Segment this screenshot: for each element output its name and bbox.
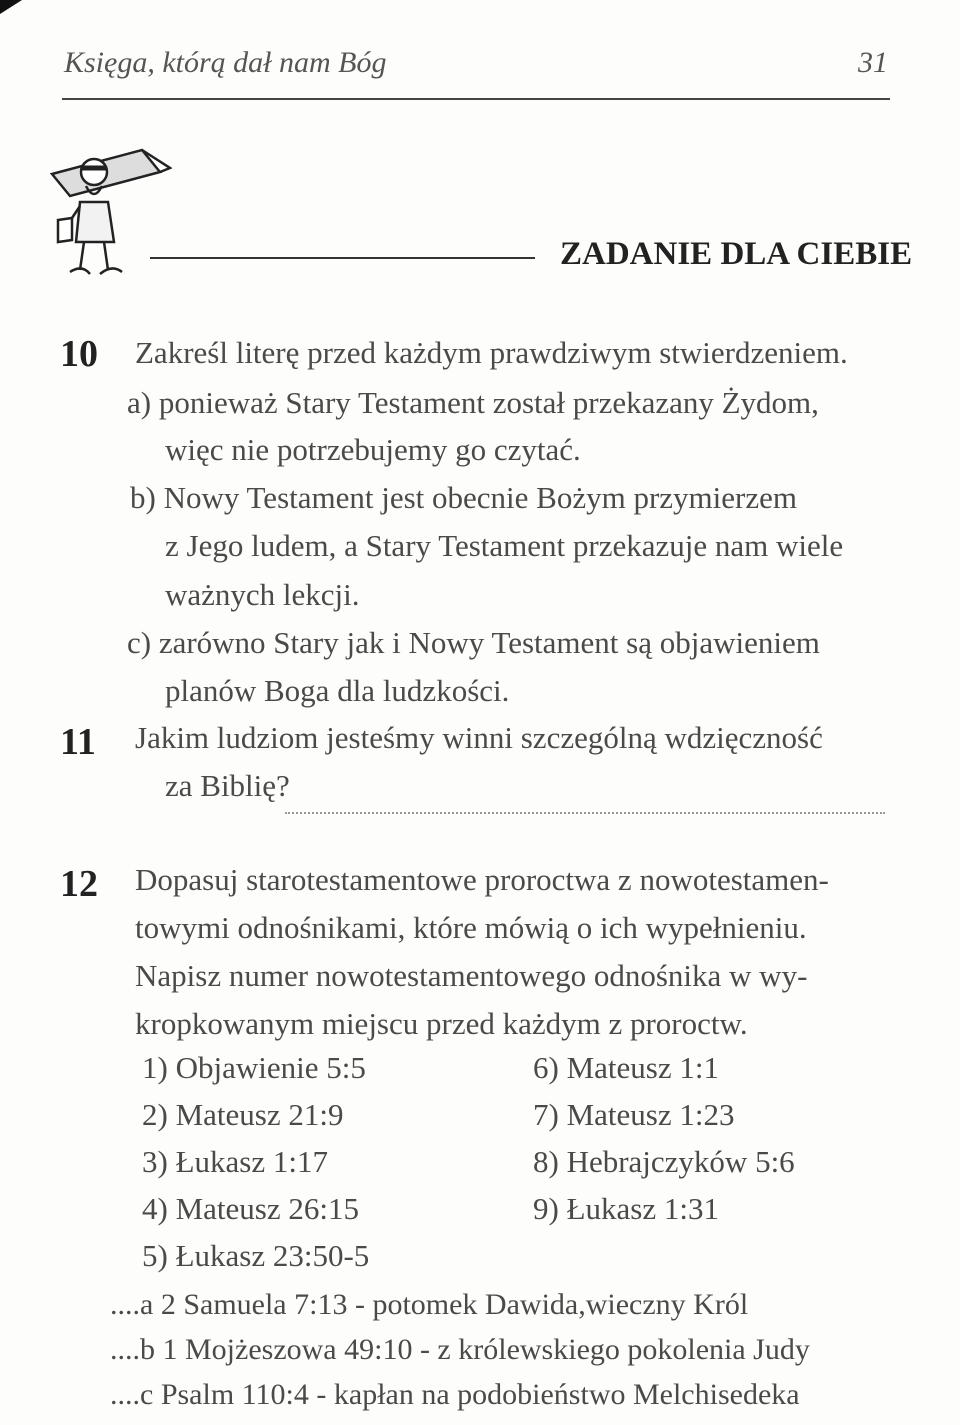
q10-option-a-line-1[interactable]: a) ponieważ Stary Testament został przekazany Żydom, <box>127 385 819 420</box>
running-header-title: Księga, którą dał nam Bóg <box>64 46 387 79</box>
q10-option-b-line-1[interactable]: b) Nowy Testament jest obecnie Bożym przymierzem <box>130 480 797 515</box>
ref-item: 4) Mateusz 26:15 <box>142 1191 359 1226</box>
q12-line-2: towymi odnośnikami, które mówią o ich wypełnieniu. <box>135 910 807 945</box>
page-number: 31 <box>858 46 888 79</box>
q11-line-2: za Biblię? <box>165 768 290 803</box>
ref-item: 5) Łukasz 23:50-5 <box>142 1238 370 1273</box>
ref-item: 8) Hebrajczyków 5:6 <box>533 1144 795 1179</box>
page-corner-mark <box>0 0 22 14</box>
ref-item: 2) Mateusz 21:9 <box>142 1097 344 1132</box>
q10-option-c-line-2: planów Boga dla ludzkości. <box>165 673 510 708</box>
q10-option-b-line-2: z Jego ludem, a Stary Testament przekazuje nam wiele <box>165 528 844 563</box>
q10-option-b-line-3: ważnych lekcji. <box>165 577 360 612</box>
q12-line-4: kropkowanym miejscu przed każdym z proroctw. <box>135 1006 748 1041</box>
q11-answer-line[interactable] <box>285 812 885 814</box>
question-number-12: 12 <box>60 863 98 905</box>
ref-item: 7) Mateusz 1:23 <box>533 1097 735 1132</box>
ref-item: 6) Mateusz 1:1 <box>533 1050 719 1085</box>
question-number-10: 10 <box>60 333 98 375</box>
ref-item: 3) Łukasz 1:17 <box>142 1144 328 1179</box>
header-rule <box>62 98 890 100</box>
task-heading: ZADANIE DLA CIEBIE <box>560 236 913 272</box>
pencil-mascot-illustration <box>42 132 172 282</box>
q10-option-c-line-1[interactable]: c) zarówno Stary jak i Nowy Testament są objawieniem <box>127 625 820 660</box>
task-rule <box>150 257 535 259</box>
prophecy-item-a[interactable]: ....a 2 Samuela 7:13 - potomek Dawida,wieczny Król <box>110 1288 749 1321</box>
q12-line-3: Napisz numer nowotestamentowego odnośnika w wy- <box>135 958 808 993</box>
ref-item: 1) Objawienie 5:5 <box>142 1050 366 1085</box>
prophecy-item-b[interactable]: ....b 1 Mojżeszowa 49:10 - z królewskiego pokolenia Judy <box>110 1333 810 1366</box>
ref-item: 9) Łukasz 1:31 <box>533 1191 719 1226</box>
q12-line-1: Dopasuj starotestamentowe proroctwa z nowotestamen- <box>135 862 829 897</box>
question-number-11: 11 <box>60 721 96 763</box>
q10-prompt: Zakreśl literę przed każdym prawdziwym stwierdzeniem. <box>135 335 848 370</box>
q10-option-a-line-2: więc nie potrzebujemy go czytać. <box>165 432 581 467</box>
prophecy-item-c[interactable]: ....c Psalm 110:4 - kapłan na podobieństwo Melchisedeka <box>110 1378 800 1411</box>
q11-line-1: Jakim ludziom jesteśmy winni szczególną wdzięczność <box>135 720 823 755</box>
